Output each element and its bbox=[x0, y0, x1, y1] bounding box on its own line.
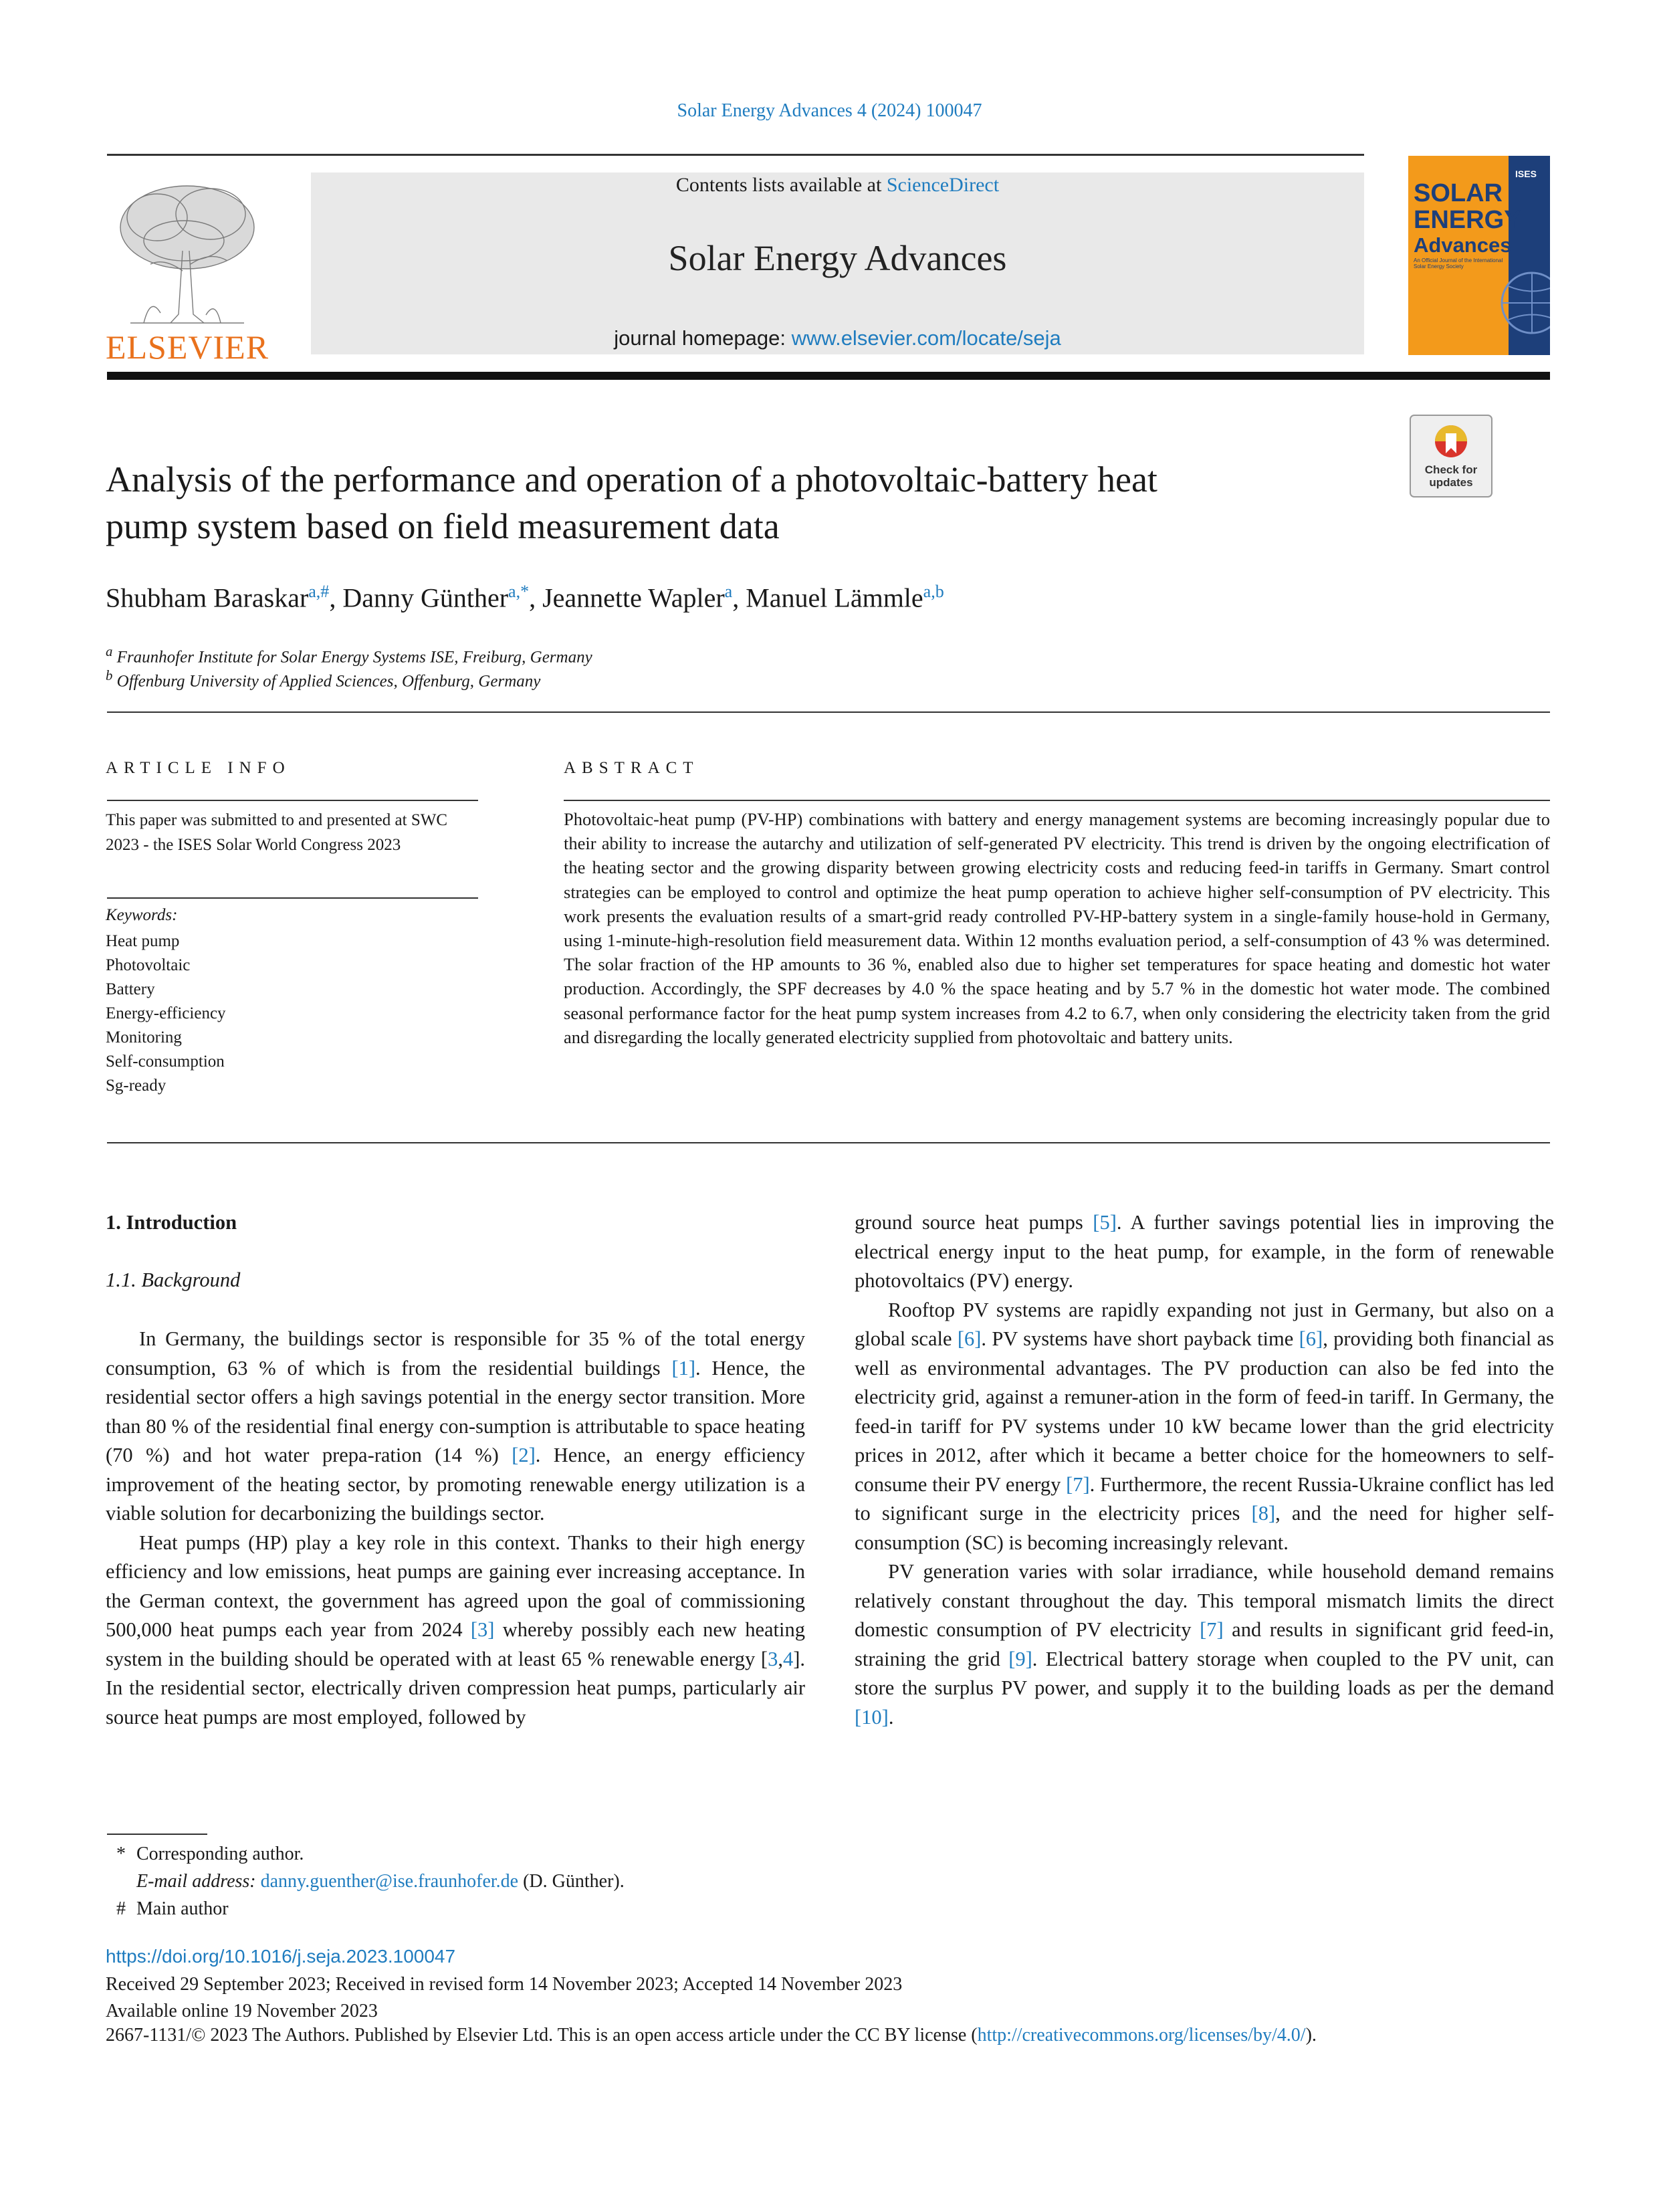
body-text: . bbox=[888, 1705, 894, 1729]
keyword: Energy-efficiency bbox=[106, 1004, 226, 1022]
doi-link[interactable]: https://doi.org/10.1016/j.seja.2023.100047 bbox=[106, 1946, 456, 1967]
body-text: In Germany, the buildings sector is responsible for 35 % of the total energy consumption, 63 % of which is from the residential buildings bbox=[106, 1327, 805, 1379]
body-column-right bbox=[855, 1208, 1554, 1732]
crossmark-line1: Check for bbox=[1424, 463, 1478, 476]
cover-title-1: SOLAR bbox=[1414, 179, 1503, 207]
footnote-main-author bbox=[107, 1895, 625, 1922]
citation-link[interactable]: 4 bbox=[782, 1647, 794, 1670]
article-info-heading: ARTICLE INFO bbox=[106, 759, 291, 777]
footnote-mark: * bbox=[116, 1844, 126, 1864]
body-text: . A further savings potential lies in improving the electrical energy input to the heat pump, for example, in the form of renewable photovoltaics (PV) energy. bbox=[855, 1211, 1555, 1292]
citation-link[interactable]: [9] bbox=[1008, 1647, 1032, 1670]
abstract-rule bbox=[564, 800, 1550, 801]
homepage-link[interactable]: www.elsevier.com/locate/seja bbox=[791, 326, 1061, 350]
check-for-updates-badge[interactable] bbox=[1410, 415, 1492, 497]
body-text: . Electrical battery storage when coupled to the PV unit, can store the surplus PV power, and supply it to the building loads as per the demand bbox=[855, 1647, 1554, 1699]
keyword-list bbox=[106, 929, 226, 1098]
keyword: Self-consumption bbox=[106, 1053, 225, 1071]
author-name[interactable]: Shubham Baraskar bbox=[106, 582, 309, 613]
email-link[interactable]: danny.guenther@ise.fraunhofer.de bbox=[260, 1871, 519, 1892]
footnote-mark: # bbox=[116, 1898, 126, 1919]
author-marks[interactable]: a,* bbox=[508, 582, 530, 601]
body-text: Heat pumps (HP) play a key role in this context. Thanks to their high energy efficiency and low emissions, heat pumps are gaining ever increasing acceptance. In the German context, the government has agreed upon the goal of commissioning 500,000 heat pumps each year from 2024 bbox=[106, 1531, 805, 1641]
email-suffix: (D. Günther). bbox=[518, 1871, 625, 1892]
cover-ises-badge: ISES bbox=[1515, 169, 1537, 179]
affiliation-text: Fraunhofer Institute for Solar Energy Systems ISE, Freiburg, Germany bbox=[116, 648, 592, 667]
author-marks[interactable]: a bbox=[724, 582, 733, 601]
body-paragraph bbox=[106, 1325, 805, 1529]
article-title-line-2: pump system based on field measurement data bbox=[106, 506, 780, 546]
keyword: Battery bbox=[106, 980, 155, 998]
author-name[interactable]: Manuel Lämmle bbox=[746, 582, 923, 613]
footnote-corresponding bbox=[107, 1840, 625, 1868]
footnote-text: Main author bbox=[136, 1898, 229, 1919]
cover-title-3: Advances bbox=[1414, 233, 1512, 257]
journal-cover-thumbnail[interactable] bbox=[1408, 156, 1550, 355]
journal-name: Solar Energy Advances bbox=[668, 238, 1007, 278]
body-text: Rooftop PV systems are rapidly expanding not just in Germany, but also on a global scale bbox=[855, 1298, 1554, 1350]
affiliation-a bbox=[106, 643, 592, 667]
abstract-bottom-rule bbox=[107, 1142, 1550, 1143]
author-name[interactable]: Danny Günther bbox=[342, 582, 509, 613]
body-text: . PV systems have short payback time bbox=[981, 1327, 1299, 1350]
body-paragraph bbox=[855, 1557, 1554, 1732]
contents-line bbox=[311, 173, 1364, 197]
citation-link[interactable]: [6] bbox=[1299, 1327, 1323, 1350]
citation-link[interactable]: [2] bbox=[512, 1444, 536, 1466]
body-text: , providing both financial as well as environmental advantages. The PV production can also be fed into the electricity grid, against a remuner-ation in the form of feed-in tariff. In Germany, the feed-in tariff for PV systems under 10 kW became lower than the grid electricity prices in 2012, after which it became a better choice for the homeowners to self-consume their PV energy bbox=[855, 1327, 1554, 1496]
cover-subtitle: An Official Journal of the International Solar Energy Society bbox=[1414, 257, 1503, 269]
citation-link[interactable]: [6] bbox=[957, 1327, 982, 1350]
article-title bbox=[106, 456, 1390, 550]
keyword: Sg-ready bbox=[106, 1077, 167, 1095]
affiliation-b bbox=[106, 667, 540, 691]
license-suffix: ). bbox=[1305, 2025, 1317, 2045]
affiliation-rule bbox=[107, 711, 1550, 713]
author-name[interactable]: Jeannette Wapler bbox=[542, 582, 725, 613]
contents-prefix: Contents lists available at bbox=[675, 174, 887, 196]
author-separator: , bbox=[732, 582, 746, 613]
body-text: . Furthermore, the recent Russia-Ukraine conflict has led to significant surge in the electricity prices bbox=[855, 1472, 1554, 1525]
email-label: E-mail address: bbox=[136, 1871, 261, 1892]
author-separator: , bbox=[329, 582, 343, 613]
author-separator: , bbox=[529, 582, 543, 613]
affiliation-text: Offenburg University of Applied Sciences, Offenburg, Germany bbox=[116, 672, 541, 691]
body-text: . Hence, an energy efficiency improvement of the heating sector, by promoting renewable energy utilization is a viable solution for decarbonizing the buildings sector. bbox=[106, 1444, 805, 1525]
author-list bbox=[106, 582, 1443, 613]
author-marks[interactable]: a,b bbox=[923, 582, 944, 601]
author-marks[interactable]: a,# bbox=[308, 582, 330, 601]
body-paragraph bbox=[855, 1296, 1554, 1558]
license-line bbox=[106, 2025, 1317, 2046]
footnotes bbox=[107, 1840, 625, 1922]
section-title: 1. Introduction bbox=[106, 1211, 237, 1234]
citation-link[interactable]: [10] bbox=[855, 1705, 889, 1729]
body-text: PV generation varies with solar irradiance, while household demand remains relatively constant throughout the day. This temporal mismatch limits the direct domestic consumption of PV electricity bbox=[855, 1560, 1554, 1641]
keywords-rule bbox=[107, 897, 478, 899]
citation-link[interactable]: [3] bbox=[470, 1618, 495, 1641]
citation-link[interactable]: 3 bbox=[768, 1647, 778, 1670]
crossmark-line2: updates bbox=[1429, 476, 1473, 489]
keyword: Photovoltaic bbox=[106, 956, 191, 974]
elsevier-wordmark: ELSEVIER bbox=[105, 328, 269, 366]
available-online: Available online 19 November 2023 bbox=[106, 2001, 378, 2021]
body-text: and results in significant grid feed-in, straining the grid bbox=[855, 1618, 1554, 1670]
subsection-title: 1.1. Background bbox=[106, 1268, 241, 1291]
keyword: Monitoring bbox=[106, 1028, 182, 1046]
citation-link[interactable]: [5] bbox=[1093, 1211, 1117, 1234]
homepage-prefix: journal homepage: bbox=[614, 326, 792, 350]
received-dates: Received 29 September 2023; Received in revised form 14 November 2023; Accepted 14 November 2023 bbox=[106, 1974, 903, 1995]
license-link[interactable]: http://creativecommons.org/licenses/by/4.0/ bbox=[977, 2025, 1306, 2045]
citation-link[interactable]: [7] bbox=[1066, 1472, 1090, 1496]
footnote-text: Corresponding author. bbox=[136, 1844, 304, 1864]
citation-link[interactable]: [8] bbox=[1251, 1502, 1276, 1525]
affiliation-mark: b bbox=[106, 667, 113, 683]
article-info-rule bbox=[107, 800, 478, 801]
body-text: , bbox=[778, 1647, 783, 1670]
body-text: ground source heat pumps bbox=[855, 1211, 1093, 1234]
footnote-email bbox=[107, 1868, 625, 1895]
citation-link[interactable]: [1] bbox=[671, 1356, 696, 1379]
body-text: ]. In the residential sector, electrically driven compression heat pumps, particularly air source heat pumps are most employed, followed by bbox=[106, 1647, 805, 1729]
abstract-text: Photovoltaic-heat pump (PV-HP) combinations with battery and energy management systems are becoming increasingly popular due to their ability to increase the autarchy and utilization of self-generated PV electricity. This trend is driven by the ongoing electrification of the heating sector and the growing disparity between growing electricity costs and reducing feed-in tariffs in Germany. Smart control strategies can be employed to control and optimize the heat pump operation to achieve higher self-consumption of PV electricity. This work presents the evaluation results of a smart-grid ready controlled PV-HP-battery system in a single-family house-hold in Germany, using 1-minute-high-resolution field measurement data. Within 12 months evaluation period, a self-consumption of 43 % was determined. The solar fraction of the HP amounts to 36 %, enabled also due to higher set temperatures for space heating and domestic hot water production. Accordingly, the SPF decreases by 4.0 % the space heating and by 5.7 % in the domestic hot water mode. The combined seasonal performance factor for the heat pump system increases from 4.2 to 6.7, when only considering the electricity taken from the grid and disregarding the locally generated electricity supplied from photovoltaic and battery units. bbox=[564, 809, 1550, 1047]
body-text: , and the need for higher self-consumption (SC) is becoming increasingly relevant. bbox=[855, 1502, 1554, 1554]
affiliation-mark: a bbox=[106, 643, 113, 659]
body-paragraph bbox=[106, 1529, 805, 1733]
citation-link[interactable]: [7] bbox=[1200, 1618, 1224, 1641]
abstract-heading: ABSTRACT bbox=[564, 759, 699, 777]
article-title-line-1: Analysis of the performance and operation of a photovoltaic-battery heat bbox=[106, 459, 1157, 500]
keyword: Heat pump bbox=[106, 932, 180, 950]
body-paragraph bbox=[855, 1208, 1554, 1296]
keywords-label: Keywords: bbox=[106, 906, 178, 924]
header-top-rule bbox=[107, 154, 1364, 156]
sciencedirect-link[interactable]: ScienceDirect bbox=[886, 174, 1000, 196]
license-prefix: 2667-1131/© 2023 The Authors. Published by Elsevier Ltd. This is an open access article under the CC BY license ( bbox=[106, 2025, 978, 2045]
footnote-rule bbox=[107, 1834, 207, 1835]
homepage-line bbox=[311, 326, 1364, 350]
header-thick-rule bbox=[107, 372, 1550, 380]
cover-title-2: ENERGY bbox=[1414, 206, 1521, 234]
journal-citation[interactable]: Solar Energy Advances 4 (2024) 100047 bbox=[677, 100, 982, 121]
submission-note: This paper was submitted to and presented at SWC 2023 - the ISES Solar World Congress 2023 bbox=[106, 811, 447, 854]
body-text: . Hence, the residential sector offers a high savings potential in the energy sector transition. More than 80 % of the residential final energy con-sumption is attributable to space heating (70 %) and hot water prepa-ration (14 %) bbox=[106, 1356, 805, 1466]
body-text: whereby possibly each new heating system in the building should be operated with at least 65 % renewable energy [ bbox=[106, 1618, 805, 1670]
body-column-left bbox=[106, 1208, 805, 1732]
